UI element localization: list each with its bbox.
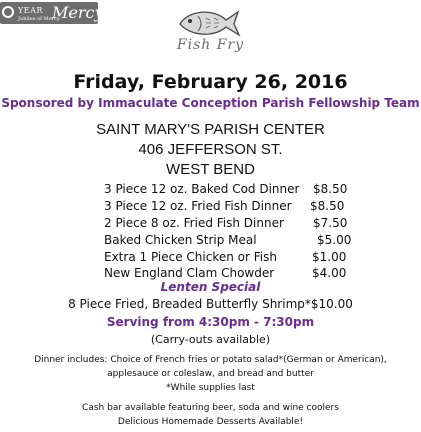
logo-subtitle-text: Jubilee of Mercy: [18, 16, 60, 22]
menu-item-name: 3 Piece 12 oz. Baked Cod Dinner: [104, 182, 300, 196]
menu-item-price: $8.50: [310, 199, 345, 213]
menu-item-price: $7.50: [313, 216, 348, 230]
menu-item-price: $1.00: [312, 250, 347, 264]
menu-item-price: $4.00: [312, 266, 347, 280]
menu-item-price: $5.00: [317, 233, 352, 247]
event-date: Friday, February 26, 2016: [73, 71, 348, 93]
carryout-note: (Carry-outs available): [150, 333, 271, 346]
menu-item: [0, 250, 421, 266]
venue-name: SAINT MARY'S PARISH CENTER: [96, 121, 325, 138]
desserts-note: Delicious Homemade Desserts Available!: [117, 417, 304, 427]
dinner-includes-line2: applesauce or coleslaw, and bread and butter: [107, 369, 314, 379]
venue-city: WEST BEND: [166, 161, 255, 178]
menu-item-name: 3 Piece 12 oz. Fried Fish Dinner: [104, 199, 292, 213]
cash-bar-note: Cash bar available featuring beer, soda and wine coolers: [82, 403, 339, 413]
lenten-special-heading: Lenten Special: [160, 280, 261, 294]
menu-item-price: $8.50: [313, 182, 348, 196]
menu-item-name: New England Clam Chowder: [104, 266, 275, 280]
sponsor-line: Sponsored by Immaculate Conception Parish Fellowship Team: [1, 96, 420, 110]
venue-street: 406 JEFFERSON ST.: [138, 141, 283, 158]
menu-item-name: Extra 1 Piece Chicken or Fish: [104, 250, 277, 264]
logo-ring-icon: [2, 6, 14, 18]
menu-item: [0, 216, 421, 232]
menu-item-name: Baked Chicken Strip Meal: [104, 233, 257, 247]
logo-year-text: YEAR: [18, 6, 43, 15]
menu-item-name: 2 Piece 8 oz. Fried Fish Dinner: [104, 216, 284, 230]
dinner-includes-line1: Dinner includes: Choice of French fries or potato salad*(German or American),: [34, 355, 387, 365]
menu-item: [0, 233, 421, 249]
supplies-note: *While supplies last: [166, 383, 255, 393]
fish-icon: [176, 8, 242, 38]
menu-item: [0, 182, 421, 198]
menu-item: [0, 199, 421, 215]
logo-mercy-text: Mercy: [52, 3, 104, 22]
mercy-logo: [0, 2, 104, 24]
lenten-special-item: 8 Piece Fried, Breaded Butterfly Shrimp*$10.00: [68, 297, 353, 311]
fish-fry-title: Fish Fry: [176, 37, 245, 53]
serving-hours: Serving from 4:30pm - 7:30pm: [106, 315, 315, 329]
